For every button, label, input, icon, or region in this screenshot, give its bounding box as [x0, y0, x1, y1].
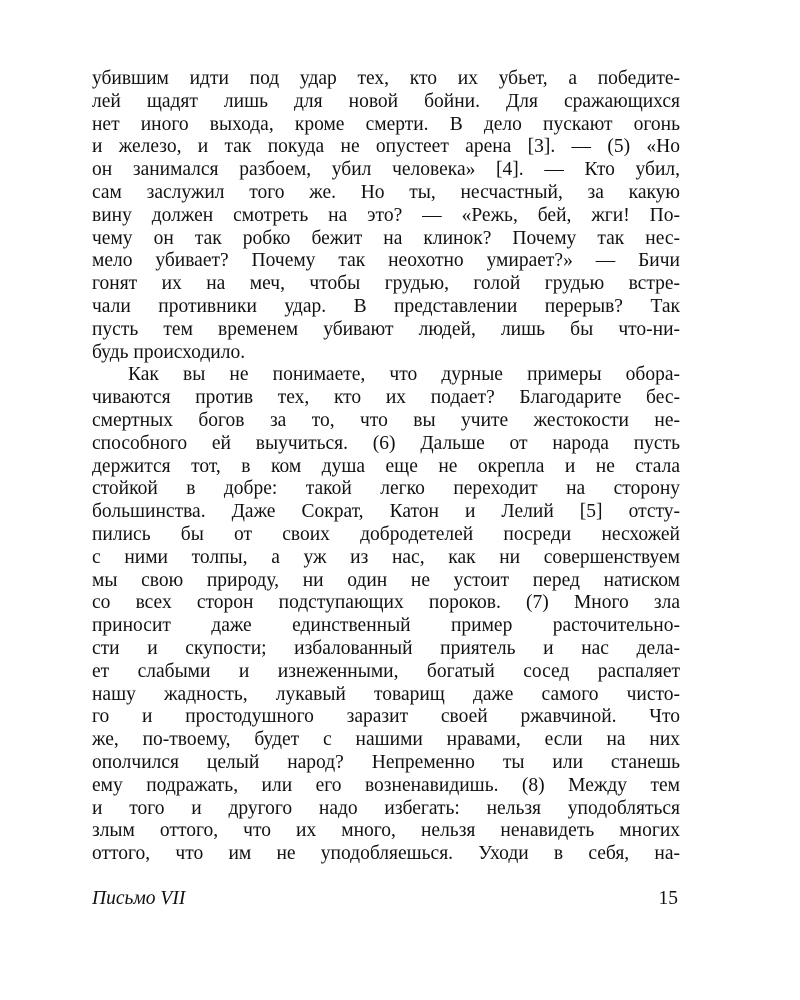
- text-line: со всех сторон подступающих пороков. (7) Много зла: [92, 592, 680, 614]
- paragraph: [92, 364, 680, 866]
- text-line: Как вы не понимаете, что дурные примеры обора-: [128, 364, 680, 386]
- text-line: с ними толпы, а уж из нас, как ни совершенствуем: [92, 546, 680, 568]
- text-line: лей щадят лишь для новой бойни. Для сражающихся: [92, 90, 680, 112]
- text-line: оттого, что им не уподобляешься. Уходи в себя, на-: [92, 843, 680, 865]
- text-line: приносит даже единственный пример расточительно-: [92, 615, 680, 637]
- text-line: сам заслужил того же. Но ты, несчастный, за какую: [92, 181, 680, 203]
- text-line: он занимался разбоем, убил человека» [4]. — Кто убил,: [92, 159, 680, 181]
- text-line: смертных богов за то, что вы учите жестокости не-: [92, 409, 680, 431]
- text-line: и железо, и так покуда не опустеет арена [3]. — (5) «Но: [92, 136, 680, 158]
- text-line: большинства. Даже Сократ, Катон и Лелий [5] отсту-: [92, 501, 680, 523]
- text-line: же, по-твоему, будет с нашими нравами, если на них: [92, 729, 680, 751]
- text-line: нашу жадность, лукавый товарищ даже самого чисто-: [92, 683, 680, 705]
- text-line: чему он так робко бежит на клинок? Почему так нес-: [92, 227, 680, 249]
- text-line: мы свою природу, ни один не устоит перед натиском: [92, 569, 680, 591]
- text-line: держится тот, в ком душа еще не окрепла и не стала: [92, 455, 680, 477]
- text-line: стойкой в добре: такой легко переходит на сторону: [92, 478, 680, 500]
- text-line: будь происходило.: [92, 341, 246, 363]
- text-line: пусть тем временем убивают людей, лишь бы что-ни-: [92, 318, 680, 340]
- text-line: гонят их на меч, чтобы грудью, голой грудью встре-: [92, 273, 680, 295]
- text-line: го и простодушного заразит своей ржавчиной. Что: [92, 706, 680, 728]
- text-line: злым оттого, что их много, нельзя ненавидеть многих: [92, 820, 680, 842]
- page-number: 15: [658, 888, 678, 909]
- text-line: убившим идти под удар тех, кто их убьет, а победите-: [92, 68, 680, 89]
- text-line: ему подражать, или его возненавидишь. (8) Между тем: [92, 774, 680, 796]
- text-line: и того и другого надо избегать: нельзя уподобляться: [92, 797, 680, 819]
- text-line: нет иного выхода, кроме смерти. В дело пускают огонь: [92, 113, 680, 135]
- paragraph: [92, 68, 680, 364]
- text-line: чиваются против тех, кто их подает? Благодарите бес-: [92, 387, 680, 409]
- text-line: мело убивает? Почему так неохотно умирает?» — Бичи: [92, 250, 680, 272]
- body-text: [92, 68, 680, 866]
- text-line: ополчился целый народ? Непременно ты или станешь: [92, 751, 680, 773]
- running-title: Письмо VII: [92, 888, 186, 909]
- text-line: чали противники удар. В представлении перерыв? Так: [92, 295, 680, 317]
- text-line: способного ей выучиться. (6) Дальше от народа пусть: [92, 432, 680, 454]
- page-footer: [92, 887, 678, 911]
- text-line: сти и скупости; избалованный приятель и нас дела-: [92, 637, 680, 659]
- text-line: вину должен смотреть на это? — «Режь, бей, жги! По-: [92, 204, 680, 226]
- text-line: пились бы от своих добродетелей посреди несхожей: [92, 523, 680, 545]
- text-line: ет слабыми и изнеженными, богатый сосед распаляет: [92, 660, 680, 682]
